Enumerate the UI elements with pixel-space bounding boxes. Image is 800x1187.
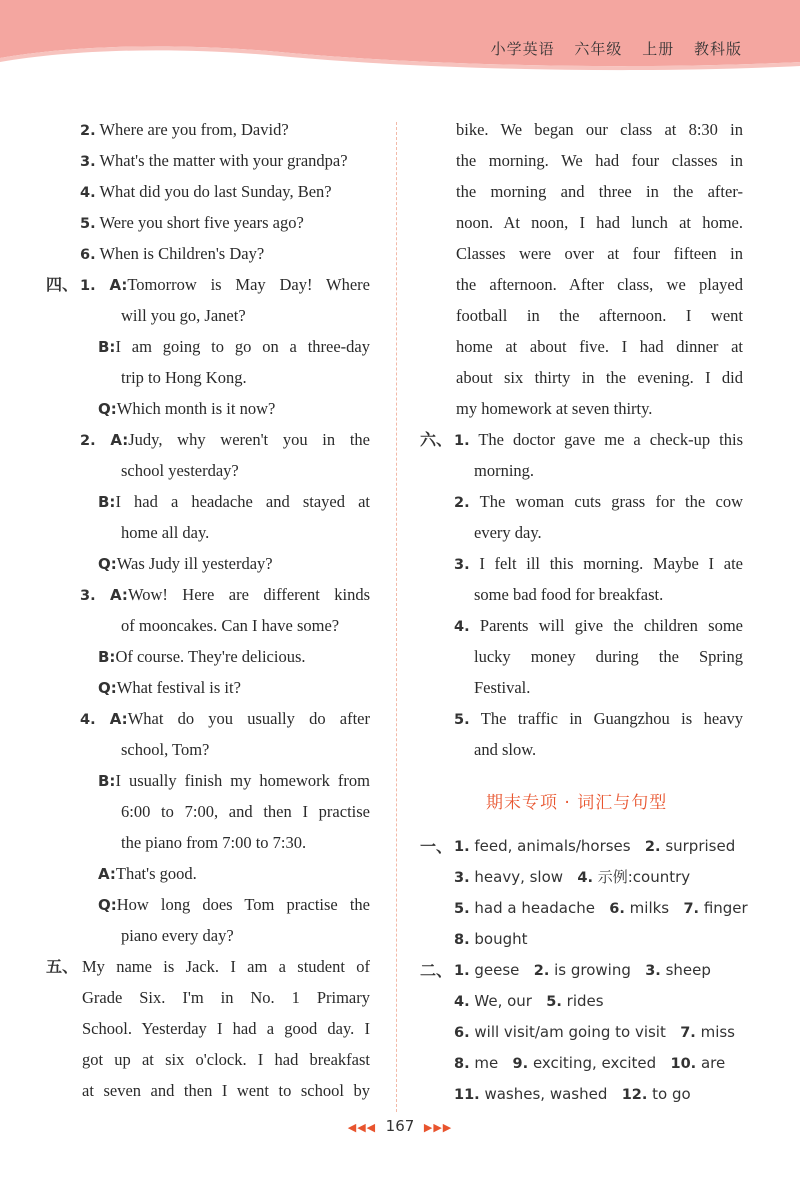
paragraph-line: my homework at seven thirty.	[456, 399, 653, 418]
header-volume: 上册	[642, 40, 675, 58]
dialog-line: trip to Hong Kong.	[121, 368, 247, 387]
dialog-line: Q:What festival is it?	[98, 678, 241, 697]
paragraph-line: noon. At noon, I had lunch at home.	[456, 213, 743, 232]
answer-line: 3. heavy, slow 4. 示例:country	[454, 868, 691, 886]
dialog-line: 6:00 to 7:00, and then I practise	[121, 802, 370, 821]
list-item: 4. Parents will give the children some	[454, 616, 743, 635]
answer-line: 5. had a headache 6. milks 7. finger	[454, 899, 748, 917]
list-item: and slow.	[474, 740, 537, 759]
header-grade: 六年级	[574, 40, 623, 58]
page-footer	[0, 1117, 800, 1135]
section-marker: 一、	[420, 837, 453, 856]
list-item: lucky money during the Spring	[474, 647, 743, 666]
dialog-line: B:I am going to go on a three-day	[98, 337, 370, 356]
answer-line: 8. bought	[454, 930, 528, 948]
answer-line: 1. geese 2. is growing 3. sheep	[454, 961, 711, 979]
dialog-line: school yesterday?	[121, 461, 239, 480]
paragraph-line: Grade Six. I'm in No. 1 Primary	[82, 988, 370, 1007]
paragraph-line: at seven and then I went to school by	[82, 1081, 370, 1100]
dialog-line: 4. A:What do you usually do after	[80, 709, 370, 728]
section-marker: 六、	[420, 430, 453, 449]
dialog-line: 2. A:Judy, why weren't you in the	[80, 430, 371, 449]
paragraph-line: the morning and three in the after-	[456, 182, 743, 201]
dialog-line: school, Tom?	[121, 740, 210, 759]
dialog-line: of mooncakes. Can I have some?	[121, 616, 340, 635]
list-item: Festival.	[474, 678, 531, 697]
section-marker: 五、	[46, 957, 79, 976]
paragraph-line: My name is Jack. I am a student of	[82, 957, 370, 976]
prev-arrows-icon: ◀◀◀	[347, 1121, 377, 1134]
dialog-line: home all day.	[121, 523, 210, 542]
next-arrows-icon: ▶▶▶	[423, 1121, 453, 1134]
dialog-line: Q:Was Judy ill yesterday?	[98, 554, 273, 573]
list-item: 1. The doctor gave me a check-up this	[454, 430, 743, 449]
dialog-line: 3. A:Wow! Here are different kinds	[80, 585, 371, 604]
list-item: 2. The woman cuts grass for the cow	[454, 492, 743, 511]
dialog-line: 1. A:Tomorrow is May Day! Where	[80, 275, 370, 294]
dialog-line: the piano from 7:00 to 7:30.	[121, 833, 307, 852]
paragraph-line: about six thirty in the evening. I did	[456, 368, 743, 387]
right-column	[420, 112, 750, 1112]
list-item: 5. The traffic in Guangzhou is heavy	[454, 709, 744, 728]
list-item: 3. What's the matter with your grandpa?	[80, 151, 348, 170]
dialog-line: piano every day?	[121, 926, 234, 945]
page-number: 167	[385, 1117, 415, 1135]
answer-line: 11. washes, washed 12. to go	[454, 1085, 691, 1103]
dialog-line: Q:Which month is it now?	[98, 399, 276, 418]
dialog-line: B:Of course. They're delicious.	[98, 647, 306, 666]
dialog-line: B:I usually finish my homework from	[98, 771, 370, 790]
paragraph-line: the afternoon. After class, we played	[456, 275, 743, 294]
answer-line: 4. We, our 5. rides	[454, 992, 604, 1010]
answer-line: 1. feed, animals/horses 2. surprised	[454, 837, 736, 855]
section-subtitle: 期末专项 · 词汇与句型	[486, 793, 668, 813]
list-item: 4. What did you do last Sunday, Ben?	[80, 182, 332, 201]
paragraph-line: home at about five. I had dinner at	[456, 337, 743, 356]
header-subject: 小学英语	[490, 40, 555, 58]
list-item: 3. I felt ill this morning. Maybe I ate	[454, 554, 744, 573]
list-item: 6. When is Children's Day?	[80, 244, 265, 263]
paragraph-line: bike. We began our class at 8:30 in	[456, 120, 743, 139]
paragraph-line: got up at six o'clock. I had breakfast	[82, 1050, 370, 1069]
section-marker: 二、	[420, 961, 453, 980]
list-item: morning.	[474, 461, 535, 480]
left-column	[46, 112, 376, 1112]
paragraph-line: football in the afternoon. I went	[456, 306, 743, 325]
answer-line: 8. me 9. exciting, excited 10. are	[454, 1054, 726, 1072]
paragraph-line: School. Yesterday I had a good day. I	[82, 1019, 370, 1038]
dialog-line: A:That's good.	[98, 864, 197, 883]
list-item: some bad food for breakfast.	[474, 585, 664, 604]
dialog-line: Q:How long does Tom practise the	[98, 895, 370, 914]
list-item: 2. Where are you from, David?	[80, 120, 289, 139]
paragraph-line: the morning. We had four classes in	[456, 151, 743, 170]
dialog-line: B:I had a headache and stayed at	[98, 492, 370, 511]
answer-line: 6. will visit/am going to visit 7. miss	[454, 1023, 735, 1041]
paragraph-line: Classes were over at four fifteen in	[456, 244, 743, 263]
header-title	[477, 38, 742, 59]
column-divider	[396, 122, 397, 1112]
section-marker: 四、	[46, 275, 79, 294]
header-edition: 教科版	[693, 40, 742, 58]
dialog-line: will you go, Janet?	[121, 306, 246, 325]
list-item: 5. Were you short five years ago?	[80, 213, 304, 232]
list-item: every day.	[474, 523, 542, 542]
